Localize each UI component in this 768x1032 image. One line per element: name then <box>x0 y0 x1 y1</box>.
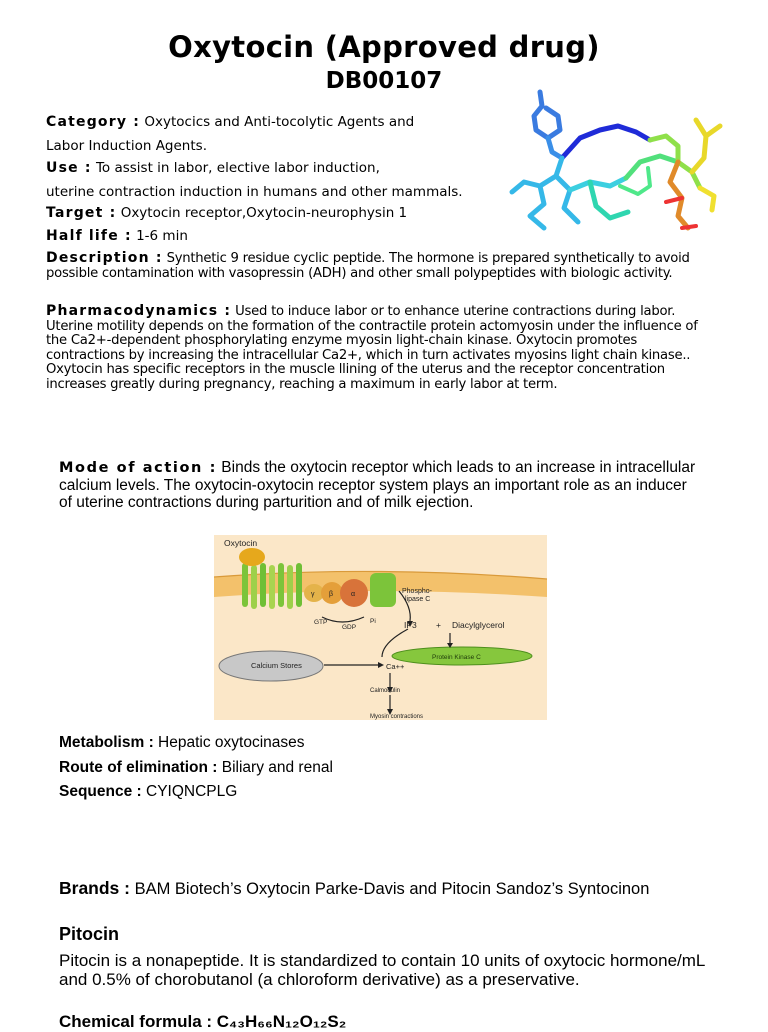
pharmacodynamics-label: Pharmacodynamics : <box>46 303 232 319</box>
oxytocin-ligand <box>239 548 265 566</box>
diagram-label-plus: + <box>436 620 441 630</box>
diagram-label-calmodulin: Calmodulin <box>370 688 401 694</box>
pharmacodynamics-paragraph <box>46 304 716 392</box>
diagram-label-oxytocin: Oxytocin <box>224 538 258 548</box>
sequence-row <box>59 783 237 801</box>
drug-id: DB00107 <box>325 68 443 94</box>
brands-text: BAM Biotech’s Oxytocin Parke-Davis and Pitocin Sandoz’s Syntocinon <box>134 880 650 898</box>
metabolism-label: Metabolism : <box>59 734 154 751</box>
phospholipase-c <box>370 573 396 607</box>
chemical-formula-value: C₄₃H₆₆N₁₂O₁₂S₂ <box>216 1012 347 1031</box>
diagram-label-phospholipase: Phospho- <box>402 588 432 595</box>
description-paragraph <box>46 251 716 281</box>
brands-paragraph <box>59 879 699 899</box>
category-value: Oxytocics and Anti-tocolytic Agents and <box>144 114 415 130</box>
description-label: Description : <box>46 250 163 266</box>
category-label: Category : <box>46 114 141 130</box>
target-row <box>46 205 407 221</box>
use-line2: uterine contraction induction in humans and other mammals. <box>46 184 463 200</box>
diagram-label-calcium-stores: Calcium Stores <box>251 661 302 670</box>
diagram-label-phospholipase-2: lipase C <box>405 596 431 603</box>
diagram-label-dag: Diacylglycerol <box>452 620 505 630</box>
use-line1 <box>46 160 380 176</box>
mode-of-action-text: Binds the oxytocin receptor which leads to an increase in intracellular calcium levels. The oxytocin-oxytocin receptor system plays an important role as an inducer of uterine contractions during parturition and of milk ejection. <box>59 459 696 511</box>
description-text: Synthetic 9 residue cyclic peptide. The hormone is prepared synthetically to avoid possible contamination with vasopressin (ADH) and other small polypeptides with biologic activity. <box>46 251 690 281</box>
diagram-label-alpha: α <box>351 591 356 598</box>
diagram-label-beta: β <box>329 591 334 598</box>
diagram-label-ip3: IP3 <box>404 620 417 630</box>
diagram-label-pkc: Protein Kinase C <box>432 654 481 661</box>
pitocin-text: Pitocin is a nonapeptide. It is standardized to contain 10 units of oxytocic hormone/mL and 0.5% of chorobutanol (a chloroform derivative) as a preservative. <box>59 951 705 989</box>
category-line2: Labor Induction Agents. <box>46 138 207 154</box>
target-value: Oxytocin receptor,Oxytocin-neurophysin 1 <box>120 205 408 221</box>
sequence-value: CYIQNCPLG <box>146 783 238 800</box>
pitocin-heading: Pitocin <box>59 924 120 944</box>
receptor-helices <box>242 563 302 609</box>
sequence-label: Sequence : <box>59 783 142 800</box>
brands-label: Brands : <box>59 878 130 898</box>
diagram-label-gamma: γ <box>311 591 315 598</box>
pharmacodynamics-text: Used to induce labor or to enhance uterine contractions during labor. Uterine motility depends on the formation of the contractile protein actomyosin under the influence of the Ca2+-dependent phosphorylating enzyme myosin light-chain kinase. Oxytocin promotes contractions by increasing the intracellular Ca2+, which in turn activates myosins light chain kinase.. Oxytocin has specific receptors in the muscle llining of the uterus and the receptor concentration increases greatly during pregnancy, reaching a maximum in early labor at term. <box>46 304 698 392</box>
chemical-formula-label: Chemical formula : <box>59 1012 213 1031</box>
target-label: Target : <box>46 205 117 221</box>
category-line1 <box>46 114 414 130</box>
route-label: Route of elimination : <box>59 759 218 776</box>
route-row <box>59 759 333 777</box>
oxytocin-signaling-diagram <box>214 535 547 720</box>
diagram-label-gtp: GTP <box>314 619 328 626</box>
use-label: Use : <box>46 160 92 176</box>
mode-of-action-label: Mode of action : <box>59 460 217 476</box>
use-value: To assist in labor, elective labor induction, <box>95 160 380 176</box>
document-title: Oxytocin (Approved drug) <box>168 30 600 64</box>
diagram-label-ca: Ca++ <box>386 662 405 671</box>
diagram-label-gdp: GDP <box>342 624 357 631</box>
route-value: Biliary and renal <box>221 759 333 776</box>
half-life-value: 1-6 min <box>136 228 188 244</box>
half-life-row <box>46 228 188 244</box>
diagram-label-pi: Pi <box>370 618 376 625</box>
metabolism-value: Hepatic oxytocinases <box>158 734 305 751</box>
mode-of-action-paragraph <box>59 459 699 511</box>
metabolism-row <box>59 734 305 752</box>
chemical-formula-row <box>59 1012 346 1032</box>
molecule-structure-image <box>500 86 726 242</box>
half-life-label: Half life : <box>46 228 132 244</box>
diagram-label-myosin: Myosin contractions <box>370 714 424 720</box>
